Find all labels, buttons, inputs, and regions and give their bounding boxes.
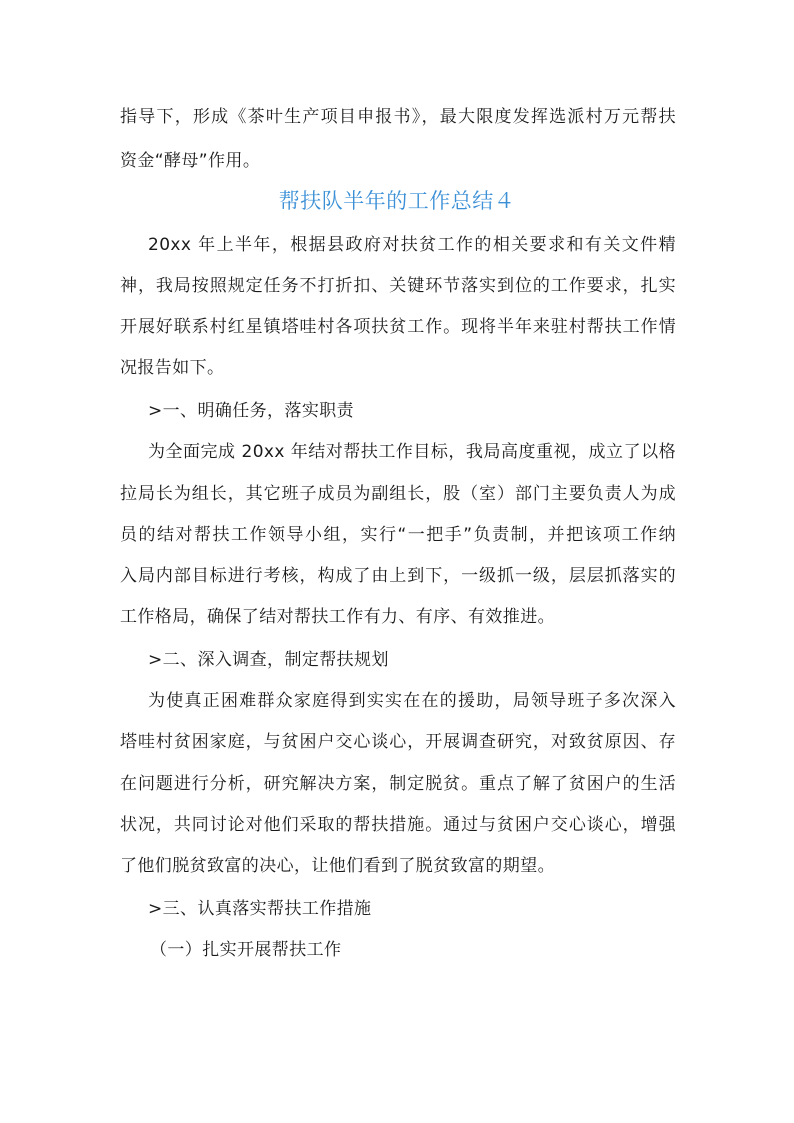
paragraph-line: 指导下，形成《茶叶生产项目申报书》，最大限度发挥选派村万元帮扶 [120,107,676,127]
paragraph-line: 入局内部目标进行考核，构成了由上到下，一级抓一级，层层抓落实的 [120,566,676,586]
paragraph-line: 状况，共同讨论对他们采取的帮扶措施。通过与贫困户交心谈心，增强 [120,815,676,835]
paragraph-line: 在问题进行分析，研究解决方案，制定脱贫。重点了解了贫困户的生活 [120,774,676,794]
subheading: >一、明确任务，落实职责 [148,401,355,421]
paragraph-line: 为使真正困难群众家庭得到实实在在的援助，局领导班子多次深入 [148,691,676,711]
paragraph-line: 员的结对帮扶工作领导小组，实行“一把手”负责制，并把该项工作纳 [120,525,676,545]
paragraph-line: 工作格局，确保了结对帮扶工作有力、有序、有效推进。 [120,607,555,627]
paragraph-line: 况报告如下。 [120,358,225,378]
subheading: >三、认真落实帮扶工作措施 [148,899,372,919]
section-title: 帮扶队半年的工作总结４ [278,189,516,213]
paragraph-line: 了他们脱贫致富的决心，让他们看到了脱贫致富的期望。 [120,856,555,876]
paragraph-line: 神，我局按照规定任务不打折扣、关键环节落实到位的工作要求，扎实 [120,276,676,296]
paragraph-line: 拉局长为组长，其它班子成员为副组长，股（室）部门主要负责人为成 [120,484,676,504]
subheading: （一）扎实开展帮扶工作 [150,940,342,960]
paragraph-line: 20xx 年上半年，根据县政府对扶贫工作的相关要求和有关文件精 [148,235,676,255]
paragraph-line: 为全面完成 20xx 年结对帮扶工作目标，我局高度重视，成立了以格 [148,442,676,462]
subheading: >二、深入调查，制定帮扶规划 [148,650,389,670]
paragraph-line: 资金“酵母”作用。 [120,151,261,171]
paragraph-line: 开展好联系村红星镇塔哇村各项扶贫工作。现将半年来驻村帮扶工作情 [120,317,676,337]
paragraph-line: 塔哇村贫困家庭，与贫困户交心谈心，开展调查研究，对致贫原因、存 [120,732,676,752]
